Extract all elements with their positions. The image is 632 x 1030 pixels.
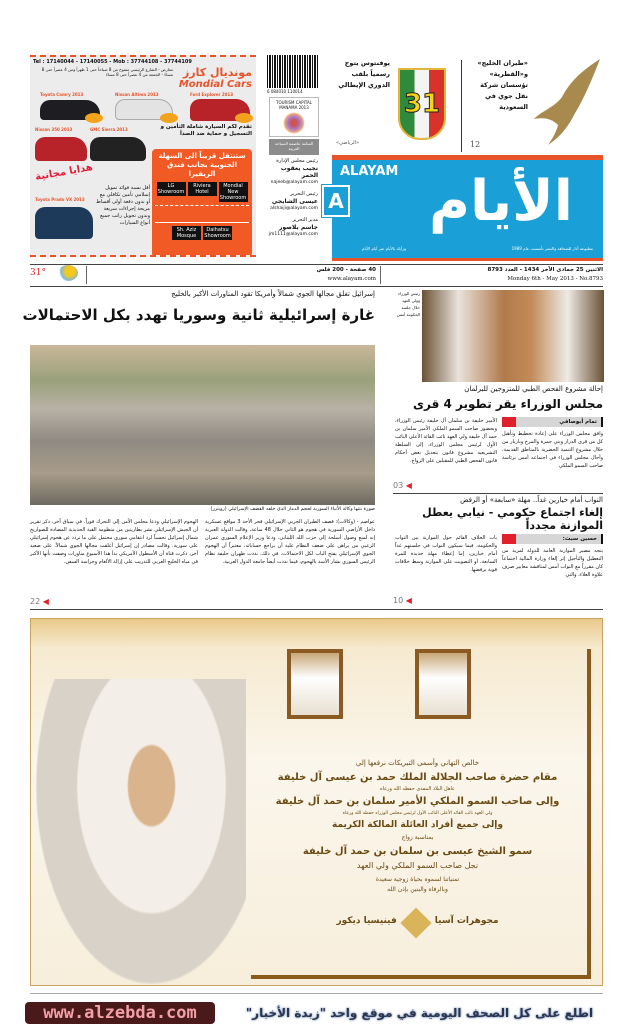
masthead-tagline: مطبوعة آذار للصحافة والنشر تأسست عام 1989 bbox=[511, 246, 593, 251]
stamp-label: TOURISM CAPITAL MANAMA 2013 bbox=[276, 100, 312, 110]
masthead-tagline: ورأيك بالأيام عبر أيام الأيام bbox=[362, 246, 406, 251]
pages-price: 40 صفحة - 200 فلس bbox=[316, 267, 376, 273]
divider bbox=[30, 993, 603, 994]
cabinet-body-col-left: الأمير خليفة بن سلمان آل خليفة رئيس الوزراء، وبحضور صاحب السمو الملكي الأمير سلمان بن حمد آل خليفة ولي العهد نائب القائد الأعلى النائب الأول لرئيس مجلس الوزراء، إلى السلطة التشريعية مشروع قانون بتعديل بعض أحكام قانون الفحص الطبي للمقبلين على الزواج. bbox=[395, 418, 497, 464]
car-image bbox=[90, 137, 146, 161]
ad-benefits: أقل نسبة فوائد تمويل إسلامي تأمين تكافلي مع أو بدون دفعة أولى أقساط مريحة إجراءات سريعة وبدون تحويل راتب جميع أنواع السيارات bbox=[96, 185, 150, 226]
sponsor-venicia-decor: فينيسيا ديكور bbox=[336, 916, 397, 926]
ad-line: وإلى صاحب السمو الملكي الأمير سلمان بن حمد آل خليفة bbox=[275, 796, 560, 807]
ad-gifts: هدايا مجانية bbox=[34, 162, 94, 183]
website[interactable]: www.alayam.com bbox=[327, 276, 376, 282]
editorial-board bbox=[266, 158, 318, 243]
main-photo-ruins bbox=[30, 345, 375, 505]
author-tag-icon bbox=[502, 534, 516, 544]
editorial-email[interactable]: najeeb@alayam.com bbox=[270, 180, 318, 185]
stamp-art bbox=[283, 112, 305, 134]
ad-sponsors bbox=[231, 916, 604, 934]
alzebda-link[interactable]: www.alzebda.com bbox=[25, 1002, 215, 1024]
cabinet-page-ref[interactable] bbox=[393, 481, 412, 491]
ad-brand-ar: موندیال کارز bbox=[182, 66, 252, 79]
date-en: Monday 6th - May 2013 - No.8793 bbox=[507, 276, 603, 282]
weather-icon bbox=[58, 265, 78, 281]
ad-phone: Tel : 17140044 - 17140055 - Mob : 37744108 - 37744109 bbox=[33, 59, 192, 65]
editorial-role: رئيس التحرير bbox=[290, 191, 318, 197]
teaser-page-number: 12 bbox=[470, 140, 481, 149]
ad-new-location bbox=[152, 149, 252, 257]
map-label: LG Showroom bbox=[157, 183, 185, 195]
sponsor-asia-jewellers: مجوهرات آسيا bbox=[434, 916, 499, 926]
ad-line: نجل صاحب السمو الملكي ولي العهد bbox=[356, 861, 479, 870]
masthead-logo-ar: الأيام bbox=[429, 169, 573, 234]
map-label: Riviera Hotel bbox=[188, 182, 217, 196]
map-label: Mondial New Showroom bbox=[219, 183, 247, 201]
car-image bbox=[35, 137, 87, 161]
main-photo-caption: صورة بثتها وكالة الأنباء السورية لحجم الدمار الذي خلفه القصف الإسرائيلي (رويترز) bbox=[210, 507, 375, 512]
car-label: GMC Sierra 2013 bbox=[90, 127, 128, 132]
budget-page-ref[interactable] bbox=[393, 596, 412, 606]
page-number: 03 bbox=[393, 481, 404, 490]
juventus-shield bbox=[398, 68, 446, 140]
ad-line: ولي العهد نائب القائد الأعلى النائب الأول لرئيس مجلس الوزراء حفظه الله ورعاه bbox=[342, 811, 493, 816]
ad-line: سمو الشيخ عيسى بن سلمان بن حمد آل خليفة bbox=[302, 846, 533, 857]
ad-line: وإلى جميع أفراد العائلة المالكة الكريمة bbox=[331, 820, 503, 830]
price-badge bbox=[85, 113, 103, 123]
page-number: 10 bbox=[393, 596, 404, 605]
ad-man-portrait bbox=[36, 679, 246, 984]
editorial-email[interactable]: jm1111@alayam.com bbox=[268, 232, 318, 237]
ad-brand-en: Mondial Cars bbox=[178, 79, 252, 90]
temperature: 31° bbox=[30, 268, 46, 278]
ad-line: بمناسبة زواج bbox=[401, 834, 434, 841]
author-name: حسين سبت: bbox=[562, 536, 597, 542]
cabinet-photo-caption: رئيس الوزراء وولي العهد خلال جلسة الحكومة أمس bbox=[396, 291, 420, 317]
price-badge bbox=[160, 113, 178, 123]
barcode bbox=[267, 55, 319, 88]
ad-line: مقام حضرة صاحب الجلالة الملك حمد بن عيسى آل خليفة bbox=[277, 772, 558, 783]
arrow-icon: ◀ bbox=[42, 597, 49, 606]
car-label: Ford Explorer 2013 bbox=[190, 92, 234, 97]
barcode-number: 6 084010 110014 bbox=[267, 89, 303, 94]
tourism-capital-stamp bbox=[269, 97, 319, 137]
divider bbox=[30, 264, 603, 265]
cabinet-body-col-right: وافق مجلس الوزراء على إعادة تخطيط وتأهيل كل من قرى الدراز وبني جمرة والمرخ وباربار من خلال مشروع التنمية الحضرية بالمناطق القديمة، وأحال مجلس الوزراء في اجتماعه أمس برئاسة صاحب السمو الملكي bbox=[502, 431, 603, 469]
budget-author bbox=[502, 534, 603, 544]
main-body-col-left: الهجوم الإسرائيلي ودعا مجلس الأمن إلى التحرك فوراً. في سياق آخر، ذكر تقرير أن الجيش الإسرائيلي نشر بطاريتين من منظومة القبة الحديدية المضادة للصواريخ شمال إسرائيل تحسباً لرد انتقامي سوري محتمل على ما تردد عن هجوم إسرائيلي على سورية. وقالت مصادر إن إسرائيل أغلقت مجالها الجوي شمالاً. على صعيد آخر، ذكرت قناة أن الأسطول الأمريكي بدأ هذا الأسبوع مناورات وصفت بأنها الأكبر في مياه الخليج العربي للتدريب على إزالة الألغام وحراسة السفن. bbox=[30, 519, 198, 565]
main-page-ref[interactable] bbox=[30, 597, 49, 607]
editorial-name: نجيب يعقوب الحمر bbox=[280, 165, 318, 179]
divider bbox=[380, 266, 381, 284]
ad-line: عاهل البلاد المفدى حفظه الله ورعاه bbox=[380, 786, 455, 792]
ad-line: وبالرفاه والبنين بإذن الله bbox=[387, 886, 448, 893]
gulfair-falcon-logo bbox=[530, 57, 602, 147]
ad-line: تمنياتنا لسموه بحياة زوجية سعيدة bbox=[375, 876, 460, 883]
editorial-role: رئيس مجلس الإدارة bbox=[276, 158, 318, 164]
budget-subhead: النواب أمام خيارين غداً.. مهلة «سابعة» أو الرفض bbox=[460, 496, 603, 504]
masthead[interactable] bbox=[332, 157, 603, 261]
budget-headline[interactable]: إلغاء اجتماع حكومي - نيابي يعطل الموازنة مجدداً bbox=[422, 506, 603, 532]
cabinet-headline[interactable]: مجلس الوزراء يقر تطوير 4 قرى bbox=[412, 397, 603, 411]
ad-map bbox=[155, 205, 249, 223]
editorial-email[interactable]: alshaiji@alayam.com bbox=[270, 206, 318, 211]
masthead-name-en: ALAYAM bbox=[340, 164, 399, 179]
car-label: Nissan Altima 2013 bbox=[115, 92, 159, 97]
budget-body-col-right: يتجه مصير الموازنة العامة للدولة لمزيد من التعطيل والتأجيل إثر إلغاء وزارة المالية اجتماعاً كان مقرراً مع النواب أمس لمناقشة معايير صرف علاوة الغلاء، والتي bbox=[502, 548, 603, 578]
divider bbox=[30, 609, 603, 610]
author-name: تمام أبوصافي bbox=[559, 419, 597, 425]
map-label: Sh. Aziz Mosque bbox=[172, 226, 201, 240]
car-label: Toyota Camry 2013 bbox=[40, 92, 84, 97]
divider bbox=[30, 286, 603, 287]
ad-offer: تقدم لكم السيارة شاملة التأمين و التسجيل و حماية ضد الصدأ bbox=[160, 124, 252, 137]
crown-prince-portrait bbox=[415, 649, 471, 719]
sport-section: «الرياضي» bbox=[336, 140, 360, 146]
main-subhead: إسرائيل تغلق مجالها الجوي شمالاً وأمريكا تقود المناورات الأكبر بالخليج bbox=[171, 290, 375, 298]
arrow-icon: ◀ bbox=[405, 481, 412, 490]
editorial-role: مدير التحرير bbox=[292, 217, 318, 223]
arrow-icon: ◀ bbox=[405, 596, 412, 605]
page-number: 22 bbox=[30, 597, 41, 606]
alzebda-promo[interactable]: اطلع على كل الصحف اليومية في موقع واحد "زبدة الأخبار" bbox=[245, 1006, 594, 1020]
cabinet-author bbox=[502, 417, 603, 427]
cabinet-photo bbox=[422, 290, 604, 382]
car-image bbox=[35, 207, 93, 239]
stamp-caption: المنامة عاصمة السياحة العربية bbox=[269, 139, 319, 155]
divider bbox=[86, 266, 87, 284]
editorial-name: عيسى الشايجي bbox=[271, 198, 318, 205]
editorial-name: جاسم بلاصور bbox=[278, 224, 318, 231]
main-body-col-right: عواصم - (وكالات): قصف الطيران الحربي الإسرائيلي فجر الأحد 3 مواقع عسكرية داخل الأراضي السورية في هجوم هو الثاني خلال 48 ساعة، وقالت الدولة العبرية إنه لمنع وصول أسلحة إلى حزب الله اللبناني. ودعا وزير الإعلام السوري عمران الزعبي من يراهن على ضعف النظام عليه أن يراجع حساباته، معتبراً أن الهجوم الجوي الإسرائيلي يفتح الباب لكل الاحتمالات. في ذلك، نددت طهران حليفة نظام الرئيس السوري بشار الأسد بالهجوم، فيما نددت أيضاً جامعة الدول العربية. bbox=[205, 519, 376, 565]
title-count: 31 bbox=[403, 89, 441, 119]
ad-address: معارض - الشارع الرئيسي مفتوح من 8 صباحاً حتى 1 ظهراً ومن 4 عصراً حتى 8 مساءً - الجمعة من 4 عصراً حتى 8 مساءً bbox=[41, 67, 173, 77]
price-badge bbox=[235, 113, 253, 123]
date-ar: الاثنين 25 جمادى الآخر 1434 - العدد 8793 bbox=[487, 267, 603, 273]
map-label: Daihatsu Showroom bbox=[204, 227, 231, 239]
main-headline[interactable]: غارة إسرائيلية ثانية وسوريا تهدد بكل الاحتمالات bbox=[22, 306, 375, 324]
alayam-a-icon: A bbox=[322, 185, 350, 217]
ad-moving-text: ستنتقل قريباً الى السهلة الجنوبية بجانب فندق الريفيرا bbox=[158, 152, 246, 178]
teaser-divider bbox=[461, 60, 462, 152]
author-tag-icon bbox=[502, 417, 516, 427]
congratulations-ad[interactable] bbox=[30, 618, 603, 986]
cabinet-subhead: إحالة مشروع الفحص الطبي للمتزوجين للبرلمان bbox=[464, 385, 603, 393]
car-label: Toyota Prado VX 2013 bbox=[35, 197, 85, 202]
ad-line: خالص التهاني وأسمى التبريكات نرفعها إلى bbox=[355, 759, 480, 767]
car-label: Nissan 350 2013 bbox=[35, 127, 73, 132]
mondial-cars-ad[interactable] bbox=[30, 55, 256, 257]
sport-teaser[interactable]: يوفنتوس يتوج رسمياً بلقب الدوري الإيطالي bbox=[338, 59, 390, 89]
gulfair-teaser[interactable]: «طيران الخليج» و«القطرية» تؤسسان شركة نقل جوي في السعودية bbox=[477, 59, 528, 111]
king-portrait bbox=[287, 649, 343, 719]
divider bbox=[393, 493, 603, 494]
budget-body-col-left: بات الخلاف القائم حول الموازنة بين النواب والحكومة، فيما سيكون النواب في جلستهم غداً أمام خيارين، إما إعطاء مهلة جديدة للمرة السابعة، أو التصويت على الموازنة وسط خلافات قوية برفضها. bbox=[395, 535, 497, 573]
